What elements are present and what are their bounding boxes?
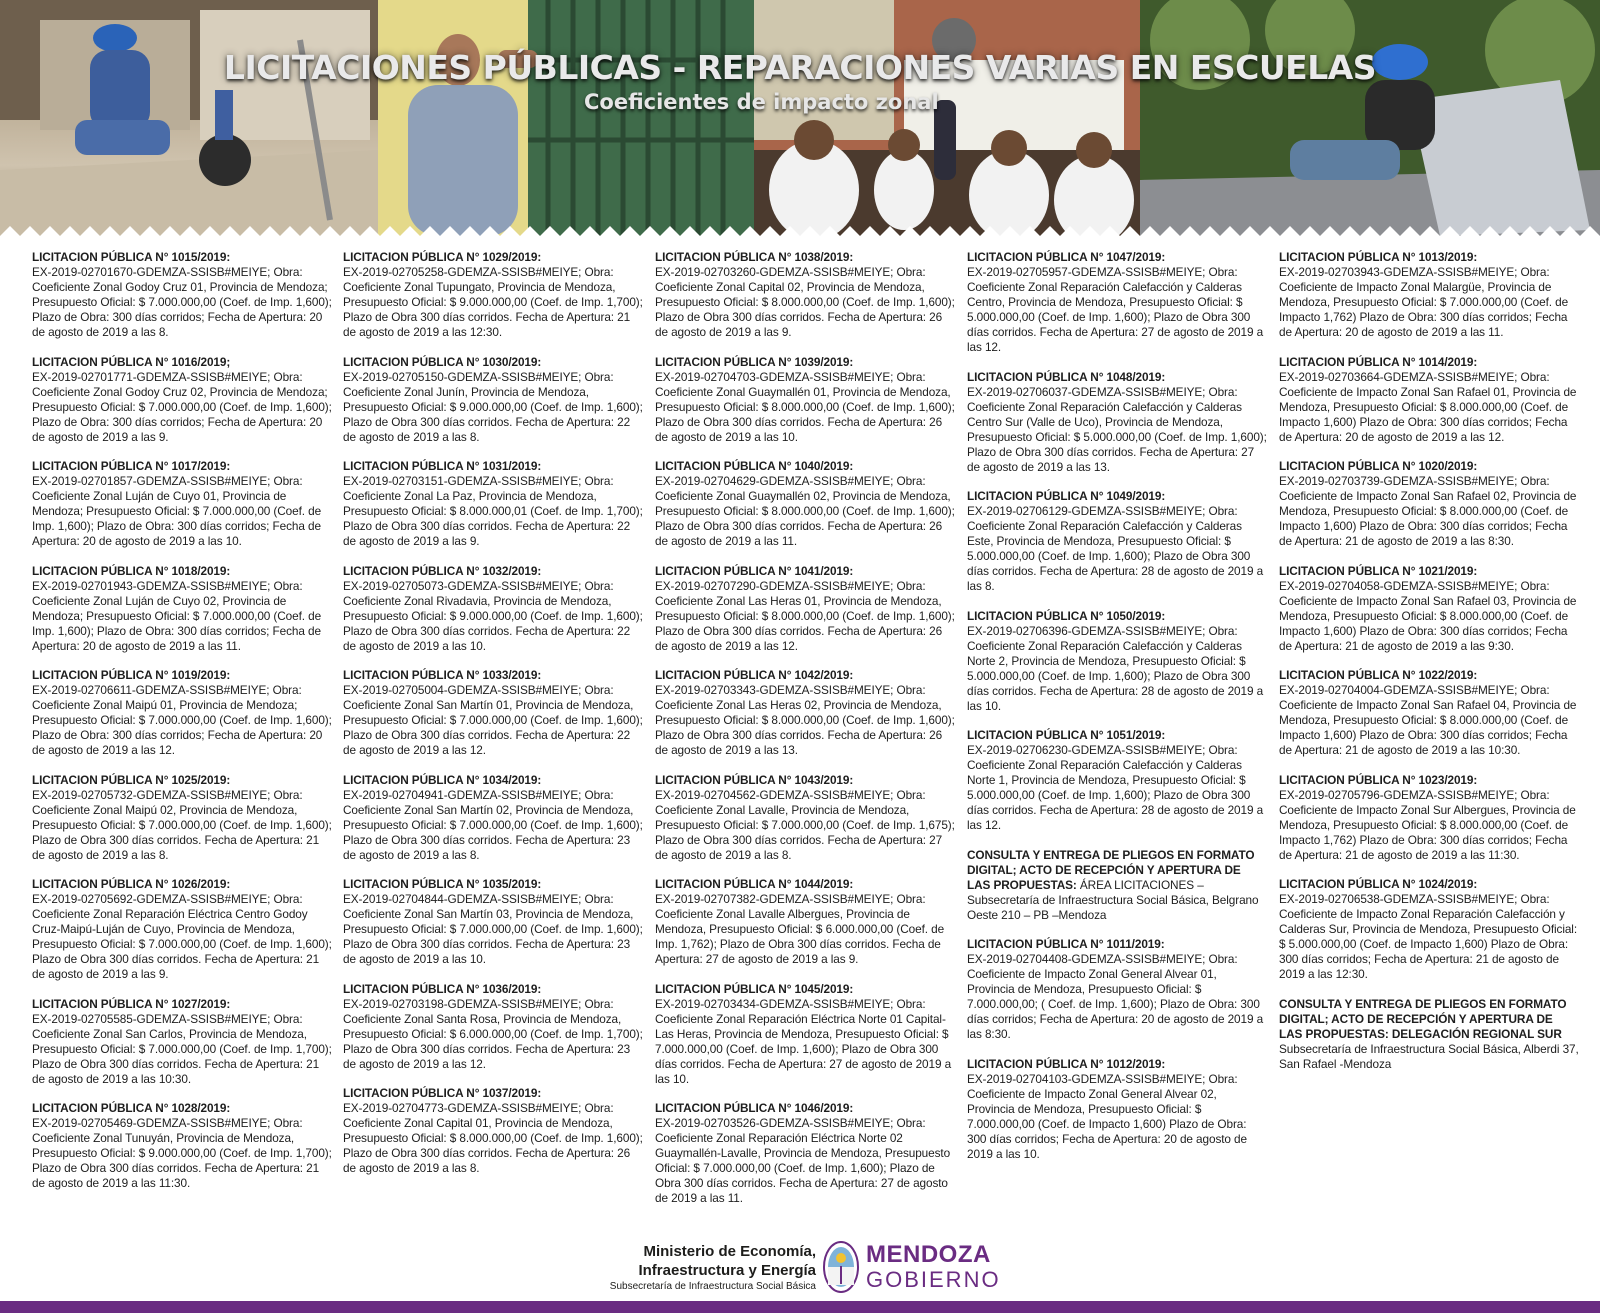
ministry-name-line1: Ministerio de Economía, — [643, 1243, 816, 1260]
tender-entry — [343, 877, 643, 967]
tender-title: LICITACION PÚBLICA N° 1025/2019: — [32, 772, 231, 787]
tender-entry — [32, 459, 332, 549]
tender-details: EX-2019-02704844-GDEMZA-SSISB#MEIYE; Obra: Coeficiente Zonal San Martín 03, Provincia de Mendoza, Presupuesto Oficial: $ 7.000.000,00 (Coef. de Imp. 1,600); Plazo de Obra 300 días corridos. Fecha de Apertura: 23 de agosto de 2019 a las 10. — [343, 892, 643, 966]
tender-title: LICITACION PÚBLICA N° 1044/2019: — [655, 877, 854, 891]
photo-classroom-image — [754, 0, 1140, 236]
tender-details: EX-2019-02705150-GDEMZA-SSISB#MEIYE; Obra: Coeficiente Zonal Junín, Provincia de Mendoza, Presupuesto Oficial: $ 9.000.000,00 (Coef. de Imp. 1,600); Plazo de Obra 300 días corridos. Fecha de Apertura: 22 de agosto de 2019 a las 8. — [343, 369, 643, 444]
tender-title: LICITACION PÚBLICA N° 1036/2019: — [343, 981, 542, 996]
tender-title: LICITACION PÚBLICA N° 1019/2019: — [32, 668, 231, 682]
tender-entry — [343, 459, 643, 549]
tender-details: EX-2019-02705585-GDEMZA-SSISB#MEIYE; Obra: Coeficiente Zonal San Carlos, Provincia de Mendoza, Presupuesto Oficial: $ 7.000.000,00 (Coef. de Imp. 1,700); Plazo de Obra 300 días corridos. Fecha de Apertura: 21 de agosto de 2019 a las 10:30. — [32, 1011, 332, 1086]
mendoza-gobierno-logo — [866, 1242, 1001, 1292]
tender-entry — [32, 773, 332, 863]
tender-title: LICITACION PÚBLICA N° 1011/2019: — [967, 937, 1165, 951]
column-1 — [32, 250, 332, 1206]
consulta-body: ÁREA LICITACIONES – Subsecretaría de Infraestructura Social Básica, Belgrano Oeste 210 – PB –Mendoza — [967, 877, 1259, 922]
tender-entry — [967, 370, 1267, 475]
tender-details: EX-2019-02705692-GDEMZA-SSISB#MEIYE; Obra: Coeficiente Zonal Reparación Eléctrica Centro Godoy Cruz-Maipú-Luján de Cuyo, Provincia de Mendoza, Presupuesto Oficial: $ 7.000.000,00 (Coef. de Imp. 1,600); Plazo de Obra 300 días corridos. Fecha de Apertura: 21 de agosto de 2019 a las 9. — [32, 892, 332, 981]
tender-details: EX-2019-02704103-GDEMZA-SSISB#MEIYE; Obra: Coeficiente de Impacto Zonal General Alvear 02, Provincia de Mendoza, Presupuesto Oficial: $ 7.000.000,00 (Coef. de Impacto 1,600) Plazo de Obra: 300 días corridos; Fecha de Apertura: 20 de agosto de 2019 a las 10. — [967, 1071, 1247, 1161]
tender-title: LICITACION PÚBLICA N° 1039/2019: — [655, 354, 854, 369]
tender-entry — [655, 982, 955, 1087]
tender-details: EX-2019-02704058-GDEMZA-SSISB#MEIYE; Obra: Coeficiente de Impacto Zonal San Rafael 03, Provincia de Mendoza, Presupuesto Oficial: $ 8.000.000,00 (Coef. de Impacto 1,600) Plazo de Obra: 300 días corridos; Fecha de Apertura: 21 de agosto de 2019 a las 9:30. — [1279, 578, 1577, 653]
tender-title: LICITACION PÚBLICA N° 1043/2019: — [655, 772, 854, 787]
zigzag-edge — [0, 226, 1600, 236]
tender-details: EX-2019-02701771-GDEMZA-SSISB#MEIYE; Obra: Coeficiente Zonal Godoy Cruz 02, Provincia de Mendoza; Presupuesto Oficial: $ 7.000.000,00 (Coef. de Imp. 1,600); Plazo de Obra: 300 días corridos; Fecha de Apertura: 20 de agosto de 2019 a las 9. — [32, 369, 332, 444]
brand-mendoza: MENDOZA — [866, 1241, 991, 1268]
tender-title: LICITACION PÚBLICA N° 1038/2019: — [655, 250, 854, 264]
tender-entry — [1279, 877, 1579, 982]
tender-title: LICITACION PÚBLICA N° 1026/2019: — [32, 877, 231, 891]
tender-entry — [32, 668, 332, 758]
tender-title: LICITACION PÚBLICA N° 1037/2019: — [343, 1086, 542, 1100]
tender-entry — [655, 1101, 955, 1206]
tender-details: EX-2019-02706396-GDEMZA-SSISB#MEIYE; Obra: Coeficiente Zonal Reparación Calefacción y Calderas Norte 2, Provincia de Mendoza, Presupuesto Oficial: $ 5.000.000,00 (Coef. de Imp. 1,600); Plazo de Obra 300 días corridos. Fecha de Apertura: 28 de agosto de 2019 a las 10. — [967, 623, 1264, 713]
tender-entry — [967, 1057, 1267, 1162]
zigzag-divider — [0, 226, 1600, 236]
tender-details: EX-2019-02707382-GDEMZA-SSISB#MEIYE; Obra: Coeficiente Zonal Lavalle Albergues, Provincia de Mendoza, Presupuesto Oficial: $ 6.000.000,00 (Coef. de Imp. 1,762); Plazo de Obra 300 días corridos. Fecha de Apertura: 27 de agosto de 2019 a las 9. — [655, 892, 945, 966]
tender-details: EX-2019-02701943-GDEMZA-SSISB#MEIYE; Obra: Coeficiente Zonal Luján de Cuyo 02, Provincia de Mendoza; Presupuesto Oficial: $ 7.000.000,00 (Coef. de Imp. 1,600); Plazo de Obra: 300 días corridos; Fecha de Apertura: 20 de agosto de 2019 a las 11. — [32, 578, 322, 653]
tender-details: EX-2019-02703526-GDEMZA-SSISB#MEIYE; Obra: Coeficiente Zonal Reparación Eléctrica Norte 02 Guaymallén-Lavalle, Provincia de Mendoza, Presupuesto Oficial: $ 7.000.000,00 (Coef. de Imp. 1,600); Plazo de Obra 300 días corridos. Fecha de Apertura: 27 de agosto de 2019 a las 11. — [655, 1116, 951, 1205]
footer-brand-bar — [0, 1301, 1600, 1313]
tender-title: LICITACION PÚBLICA N° 1035/2019: — [343, 877, 542, 891]
tender-details: EX-2019-02703739-GDEMZA-SSISB#MEIYE; Obra: Coeficiente de Impacto Zonal San Rafael 02, Provincia de Mendoza, Presupuesto Oficial: $ 8.000.000,00 (Coef. de Impacto 1,600) Plazo de Obra: 300 días corridos; Fecha de Apertura: 21 de agosto de 2019 a las 8:30. — [1279, 474, 1577, 548]
tender-title: LICITACION PÚBLICA N° 1051/2019: — [967, 728, 1166, 742]
tender-details: EX-2019-02704408-GDEMZA-SSISB#MEIYE; Obra: Coeficiente de Impacto Zonal General Alvear 01, Provincia de Mendoza, Presupuesto Oficial: $ 7.000.000,00; ( Coef. de Imp. 1,600); Plazo de Obra: 300 días corridos; Fecha de Apertura: 20 de agosto de 2019 a las 8:30. — [967, 952, 1264, 1041]
tender-details: EX-2019-02703664-GDEMZA-SSISB#MEIYE; Obra: Coeficiente de Impacto Zonal San Rafael 01, Provincia de Mendoza, Presupuesto Oficial: $ 8.000.000,00 (Coef. de Impacto 1,600) Plazo de Obra: 300 días corridos; Fecha de Apertura: 20 de agosto de 2019 a las 12. — [1279, 369, 1577, 444]
tender-title: LICITACION PÚBLICA N° 1047/2019: — [967, 250, 1166, 264]
footer-ministry — [540, 1242, 816, 1293]
tender-details: EX-2019-02705073-GDEMZA-SSISB#MEIYE; Obra: Coeficiente Zonal Rivadavia, Provincia de Mendoza, Presupuesto Oficial: $ 9.000.000,00 (Coef. de Imp. 1,600); Plazo de Obra 300 días corridos. Fecha de Apertura: 22 de agosto de 2019 a las 10. — [343, 578, 643, 653]
tender-title: LICITACION PÚBLICA N° 1048/2019: — [967, 369, 1166, 384]
tender-title: LICITACION PÚBLICA N° 1031/2019: — [343, 459, 542, 473]
tender-entry — [343, 773, 643, 863]
tender-entry — [1279, 459, 1579, 549]
tender-details: EX-2019-02704629-GDEMZA-SSISB#MEIYE; Obra: Coeficiente Zonal Guaymallén 02, Provincia de Mendoza, Presupuesto Oficial: $ 8.000.000,00 (Coef. de Imp. 1,600); Plazo de Obra 300 días corridos. Fecha de Apertura: 26 de agosto de 2019 a las 11. — [655, 474, 955, 548]
tender-entry — [343, 564, 643, 654]
tender-entry — [967, 489, 1267, 594]
tender-title: LICITACION PÚBLICA N° 1028/2019: — [32, 1101, 231, 1115]
tender-entry — [343, 982, 643, 1072]
tender-details: EX-2019-02701670-GDEMZA-SSISB#MEIYE; Obra: Coeficiente Zonal Godoy Cruz 01, Provincia de Mendoza; Presupuesto Oficial: $ 7.000.000,00 (Coef. de Imp. 1,600); Plazo de Obra: 300 días corridos; Fecha de Apertura: 20 de agosto de 2019 a las 8. — [32, 265, 332, 339]
tender-title: LICITACION PÚBLICA N° 1029/2019: — [343, 250, 542, 264]
column-4 — [967, 250, 1267, 1176]
tender-entry — [32, 997, 332, 1087]
tender-details: EX-2019-02706538-GDEMZA-SSISB#MEIYE; Obra: Coeficiente de Impacto Zonal Reparación Calefacción y Calderas Sur, Provincia de Mendoza, Presupuesto Oficial: $ 5.000.000,00 (Coef. de Impacto 1,600) Plazo de Obra: 300 días corridos; Fecha de Apertura: 21 de agosto de 2019 a las 12:30. — [1279, 892, 1577, 981]
ministry-subsecretary: Subsecretaría de Infraestructura Social Básica — [609, 1281, 816, 1292]
tender-details: EX-2019-02705957-GDEMZA-SSISB#MEIYE; Obra: Coeficiente Zonal Reparación Calefacción y Calderas Centro, Provincia de Mendoza, Presupuesto Oficial: $ 5.000.000,00 (Coef. de Imp. 1,600); Plazo de Obra 300 días corridos. Fecha de Apertura: 27 de agosto de 2019 a las 12. — [967, 265, 1264, 354]
tender-entry — [655, 668, 955, 758]
tender-details: EX-2019-02703151-GDEMZA-SSISB#MEIYE; Obra: Coeficiente Zonal La Paz, Provincia de Mendoza, Presupuesto Oficial: $ 8.000.000,01 (Coef. de Imp. 1,700); Plazo de Obra 300 días corridos. Fecha de Apertura: 22 de agosto de 2019 a las 9. — [343, 474, 643, 548]
tender-title: LICITACION PÚBLICA N° 1024/2019: — [1279, 877, 1478, 891]
column-5 — [1279, 250, 1579, 1086]
page-title: LICITACIONES PÚBLICAS - REPARACIONES VARIAS EN ESCUELAS — [223, 48, 1377, 87]
tender-details: EX-2019-02704941-GDEMZA-SSISB#MEIYE; Obra: Coeficiente Zonal San Martín 02, Provincia de Mendoza, Presupuesto Oficial: $ 7.000.000,00 (Coef. de Imp. 1,600); Plazo de Obra 300 días corridos. Fecha de Apertura: 23 de agosto de 2019 a las 8. — [343, 787, 643, 862]
tender-details: EX-2019-02704004-GDEMZA-SSISB#MEIYE; Obra: Coeficiente de Impacto Zonal San Rafael 04, Provincia de Mendoza, Presupuesto Oficial: $ 8.000.000,00 (Coef. de Impacto 1,600) Plazo de Obra: 300 días corridos; Fecha de Apertura: 21 de agosto de 2019 a las 10:30. — [1279, 683, 1577, 757]
tender-details: EX-2019-02707290-GDEMZA-SSISB#MEIYE; Obra: Coeficiente Zonal Las Heras 01, Provincia de Mendoza, Presupuesto Oficial: $ 8.000.000,00 (Coef. de Imp. 1,600); Plazo de Obra 300 días corridos. Fecha de Apertura: 26 de agosto de 2019 a las 12. — [655, 578, 955, 653]
tender-details: EX-2019-02705796-GDEMZA-SSISB#MEIYE; Obra: Coeficiente de Impacto Zonal Sur Albergues, Provincia de Mendoza, Presupuesto Oficial: $ 8.000.000,00 (Coef. de Impacto 1,762) Plazo de Obra: 300 días corridos; Fecha de Apertura: 21 de agosto de 2019 a las 11:30. — [1279, 787, 1576, 862]
tender-title: LICITACION PÚBLICA N° 1040/2019: — [655, 459, 854, 473]
photo-man-window-image — [378, 0, 754, 236]
photo-worker-roof-image — [1140, 0, 1600, 236]
photo-classroom — [754, 0, 1140, 236]
tender-entry — [1279, 773, 1579, 863]
tender-title: LICITACION PÚBLICA N° 1049/2019: — [967, 489, 1166, 503]
brand-gobierno: GOBIERNO — [866, 1267, 1001, 1292]
tender-entry — [32, 1101, 332, 1191]
tender-details: EX-2019-02704773-GDEMZA-SSISB#MEIYE; Obra: Coeficiente Zonal Capital 01, Provincia de Mendoza, Presupuesto Oficial: $ 8.000.000,00 (Coef. de Imp. 1,600); Plazo de Obra 300 días corridos. Fecha de Apertura: 26 de agosto de 2019 a las 8. — [343, 1101, 643, 1175]
tender-title: LICITACION PÚBLICA N° 1030/2019: — [343, 354, 542, 369]
tender-title: LICITACION PÚBLICA N° 1033/2019: — [343, 668, 542, 682]
tender-entry — [655, 564, 955, 654]
tender-entry — [343, 355, 643, 445]
tender-title: LICITACION PÚBLICA N° 1046/2019: — [655, 1101, 854, 1115]
tender-details: EX-2019-02706129-GDEMZA-SSISB#MEIYE; Obra: Coeficiente Zonal Reparación Calefacción y Calderas Este, Provincia de Mendoza, Presupuesto Oficial: $ 5.000.000,00 (Coef. de Imp. 1,600); Plazo de Obra 300 días corridos. Fecha de Apertura: 28 de agosto de 2019 a las 8. — [967, 504, 1264, 593]
tender-details: EX-2019-02705732-GDEMZA-SSISB#MEIYE; Obra: Coeficiente Zonal Maipú 02, Provincia de Mendoza, Presupuesto Oficial: $ 7.000.000,00 (Coef. de Imp. 1,600); Plazo de Obra 300 días corridos. Fecha de Apertura: 21 de agosto de 2019 a las 8. — [32, 787, 332, 862]
tender-entry — [655, 459, 955, 549]
tender-title: LICITACION PÚBLICA N° 1034/2019: — [343, 772, 542, 787]
tender-title: LICITACION PÚBLICA N° 1027/2019: — [32, 996, 231, 1011]
tender-details: EX-2019-02706611-GDEMZA-SSISB#MEIYE; Obra: Coeficiente Zonal Maipú 01, Provincia de Mendoza; Presupuesto Oficial: $ 7.000.000,00 (Coef. de Imp. 1,600); Plazo de Obra: 300 días corridos; Fecha de Apertura: 20 de agosto de 2019 a las 12. — [32, 683, 332, 757]
tender-title: LICITACION PÚBLICA N° 1017/2019: — [32, 459, 231, 473]
consulta-title: CONSULTA Y ENTREGA DE PLIEGOS EN FORMATO DIGITAL; ACTO DE RECEPCIÓN Y APERTURA DE LAS PROPUESTAS: — [967, 847, 1255, 892]
tender-details: EX-2019-02703343-GDEMZA-SSISB#MEIYE; Obra: Coeficiente Zonal Las Heras 02, Provincia de Mendoza, Presupuesto Oficial: $ 8.000.000,00 (Coef. de Imp. 1,600); Plazo de Obra 300 días corridos. Fecha de Apertura: 26 de agosto de 2019 a las 13. — [655, 683, 955, 757]
tender-details: EX-2019-02703198-GDEMZA-SSISB#MEIYE; Obra: Coeficiente Zonal Santa Rosa, Provincia de Mendoza, Presupuesto Oficial: $ 6.000.000,00 (Coef. de Imp. 1,700); Plazo de Obra 300 días corridos. Fecha de Apertura: 23 de agosto de 2019 a las 12. — [343, 996, 643, 1071]
tender-entry — [32, 355, 332, 445]
tender-details: EX-2019-02701857-GDEMZA-SSISB#MEIYE; Obra: Coeficiente Zonal Luján de Cuyo 01, Provincia de Mendoza; Presupuesto Oficial: $ 7.000.000,00 (Coef. de Imp. 1,600); Plazo de Obra: 300 días corridos; Fecha de Apertura: 20 de agosto de 2019 a las 10. — [32, 474, 322, 548]
photo-worker-welding — [0, 0, 378, 236]
tender-entry — [32, 877, 332, 982]
tender-details: EX-2019-02705004-GDEMZA-SSISB#MEIYE; Obra: Coeficiente Zonal San Martín 01, Provincia de Mendoza, Presupuesto Oficial: $ 7.000.000,00 (Coef. de Imp. 1,600); Plazo de Obra 300 días corridos. Fecha de Apertura: 22 de agosto de 2019 a las 12. — [343, 683, 643, 757]
tender-entry — [967, 609, 1267, 714]
column-3 — [655, 250, 955, 1221]
tender-entry — [32, 250, 332, 340]
province-seal-icon — [822, 1240, 860, 1294]
tender-title: LICITACION PÚBLICA N° 1032/2019: — [343, 563, 542, 578]
tender-details: EX-2019-02705258-GDEMZA-SSISB#MEIYE; Obra: Coeficiente Zonal Tupungato, Provincia de Mendoza, Presupuesto Oficial: $ 9.000.000,00 (Coef. de Imp. 1,700); Plazo de Obra 300 días corridos. Fecha de Apertura: 21 de agosto de 2019 a las 12:30. — [343, 265, 643, 339]
tender-title: LICITACION PÚBLICA N° 1050/2019: — [967, 608, 1166, 623]
tender-entry — [343, 250, 643, 340]
tender-details: EX-2019-02706037-GDEMZA-SSISB#MEIYE; Obra: Coeficiente Zonal Reparación Calefacción y Calderas Centro Sur (Valle de Uco), Provincia de Mendoza, Presupuesto Oficial: $ 5.000.000,00 (Coef. de Imp. 1,600); Plazo de Obra 300 días corridos. Fecha de Apertura: 27 de agosto de 2019 a las 13. — [967, 384, 1267, 474]
tender-title: LICITACION PÚBLICA N° 1021/2019: — [1279, 563, 1478, 578]
tender-title: LICITACION PÚBLICA N° 1013/2019: — [1279, 250, 1478, 264]
ministry-name-line2: Infraestructura y Energía — [638, 1262, 816, 1279]
consulta-body: Subsecretaría de Infraestructura Social Básica, Alberdi 37, San Rafael -Mendoza — [1279, 1041, 1579, 1071]
consulta-title: CONSULTA Y ENTREGA DE PLIEGOS EN FORMATO DIGITAL; ACTO DE RECEPCIÓN Y APERTURA DE LAS PROPUESTAS: DELEGACIÓN REGIONAL SUR — [1279, 996, 1567, 1041]
photo-man-window — [378, 0, 754, 236]
tender-entry — [343, 668, 643, 758]
tender-details: EX-2019-02703434-GDEMZA-SSISB#MEIYE; Obra: Coeficiente Zonal Reparación Eléctrica Norte 01 Capital-Las Heras, Provincia de Mendoza, Presupuesto Oficial: $ 7.000.000,00 (Coef. de Imp. 1,600); Plazo de Obra 300 días corridos. Fecha de Apertura: 27 de agosto de 2019 a las 10. — [655, 996, 952, 1086]
tender-entry — [655, 250, 955, 340]
tender-details: EX-2019-02705469-GDEMZA-SSISB#MEIYE; Obra: Coeficiente Zonal Tunuyán, Provincia de Mendoza, Presupuesto Oficial: $ 9.000.000,00 (Coef. de Imp. 1,700); Plazo de Obra 300 días corridos. Fecha de Apertura: 21 de agosto de 2019 a las 11:30. — [32, 1116, 332, 1190]
tender-title: LICITACION PÚBLICA N° 1022/2019: — [1279, 668, 1478, 682]
tender-entry — [343, 1086, 643, 1176]
consulta-block — [967, 848, 1267, 923]
tender-entry — [1279, 564, 1579, 654]
tender-title: LICITACION PÚBLICA N° 1014/2019: — [1279, 354, 1478, 369]
tender-entry — [1279, 668, 1579, 758]
tender-title: LICITACION PÚBLICA N° 1016/2019; — [32, 354, 231, 369]
column-2 — [343, 250, 643, 1191]
photo-worker-welding-image — [0, 0, 378, 236]
tender-entry — [967, 728, 1267, 833]
tender-entry — [1279, 355, 1579, 445]
tender-entry — [967, 250, 1267, 355]
tender-title: LICITACION PÚBLICA N° 1015/2019: — [32, 250, 231, 264]
header-banner — [0, 0, 1600, 236]
tender-details: EX-2019-02706230-GDEMZA-SSISB#MEIYE; Obra: Coeficiente Zonal Reparación Calefacción y Calderas Norte 1, Provincia de Mendoza, Presupuesto Oficial: $ 5.000.000,00 (Coef. de Imp. 1,600); Plazo de Obra 300 días corridos. Fecha de Apertura: 28 de agosto de 2019 a las 12. — [967, 743, 1264, 832]
tender-title: LICITACION PÚBLICA N° 1020/2019: — [1279, 459, 1478, 473]
photo-worker-roof — [1140, 0, 1600, 236]
tender-details: EX-2019-02704703-GDEMZA-SSISB#MEIYE; Obra: Coeficiente Zonal Guaymallén 01, Provincia de Mendoza, Presupuesto Oficial: $ 8.000.000,00 (Coef. de Imp. 1,600); Plazo de Obra 300 días corridos. Fecha de Apertura: 26 de agosto de 2019 a las 10. — [655, 369, 955, 444]
tender-entry — [1279, 250, 1579, 340]
tender-title: LICITACION PÚBLICA N° 1018/2019: — [32, 563, 231, 578]
tender-entry — [655, 773, 955, 863]
tender-entry — [967, 937, 1267, 1042]
tender-entry — [32, 564, 332, 654]
tender-title: LICITACION PÚBLICA N° 1045/2019: — [655, 981, 854, 996]
tender-title: LICITACION PÚBLICA N° 1042/2019: — [655, 668, 854, 682]
page-subtitle: Coeficientes de impacto zonal — [584, 90, 939, 114]
tender-title: LICITACION PÚBLICA N° 1041/2019: — [655, 563, 854, 578]
tender-details: EX-2019-02703943-GDEMZA-SSISB#MEIYE; Obra: Coeficiente de Impacto Zonal Malargüe, Provincia de Mendoza, Presupuesto Oficial: $ 7.000.000,00 (Coef. de Impacto 1,762) Plazo de Obra: 300 días corridos; Fecha de Apertura: 20 de agosto de 2019 a las 11. — [1279, 265, 1569, 339]
tender-details: EX-2019-02704562-GDEMZA-SSISB#MEIYE; Obra: Coeficiente Zonal Lavalle, Provincia de Mendoza, Presupuesto Oficial: $ 7.000.000,00 (Coef. de Imp. 1,675); Plazo de Obra 300 días corridos. Fecha de Apertura: 27 de agosto de 2019 a las 8. — [655, 787, 955, 862]
tender-entry — [655, 355, 955, 445]
tender-title: LICITACION PÚBLICA N° 1023/2019: — [1279, 772, 1478, 787]
consulta-block — [1279, 997, 1579, 1072]
tender-entry — [655, 877, 955, 967]
tender-title: LICITACION PÚBLICA N° 1012/2019: — [967, 1056, 1166, 1071]
tender-details: EX-2019-02703260-GDEMZA-SSISB#MEIYE; Obra: Coeficiente Zonal Capital 02, Provincia de Mendoza, Presupuesto Oficial: $ 8.000.000,00 (Coef. de Imp. 1,600); Plazo de Obra 300 días corridos. Fecha de Apertura: 26 de agosto de 2019 a las 9. — [655, 265, 955, 339]
